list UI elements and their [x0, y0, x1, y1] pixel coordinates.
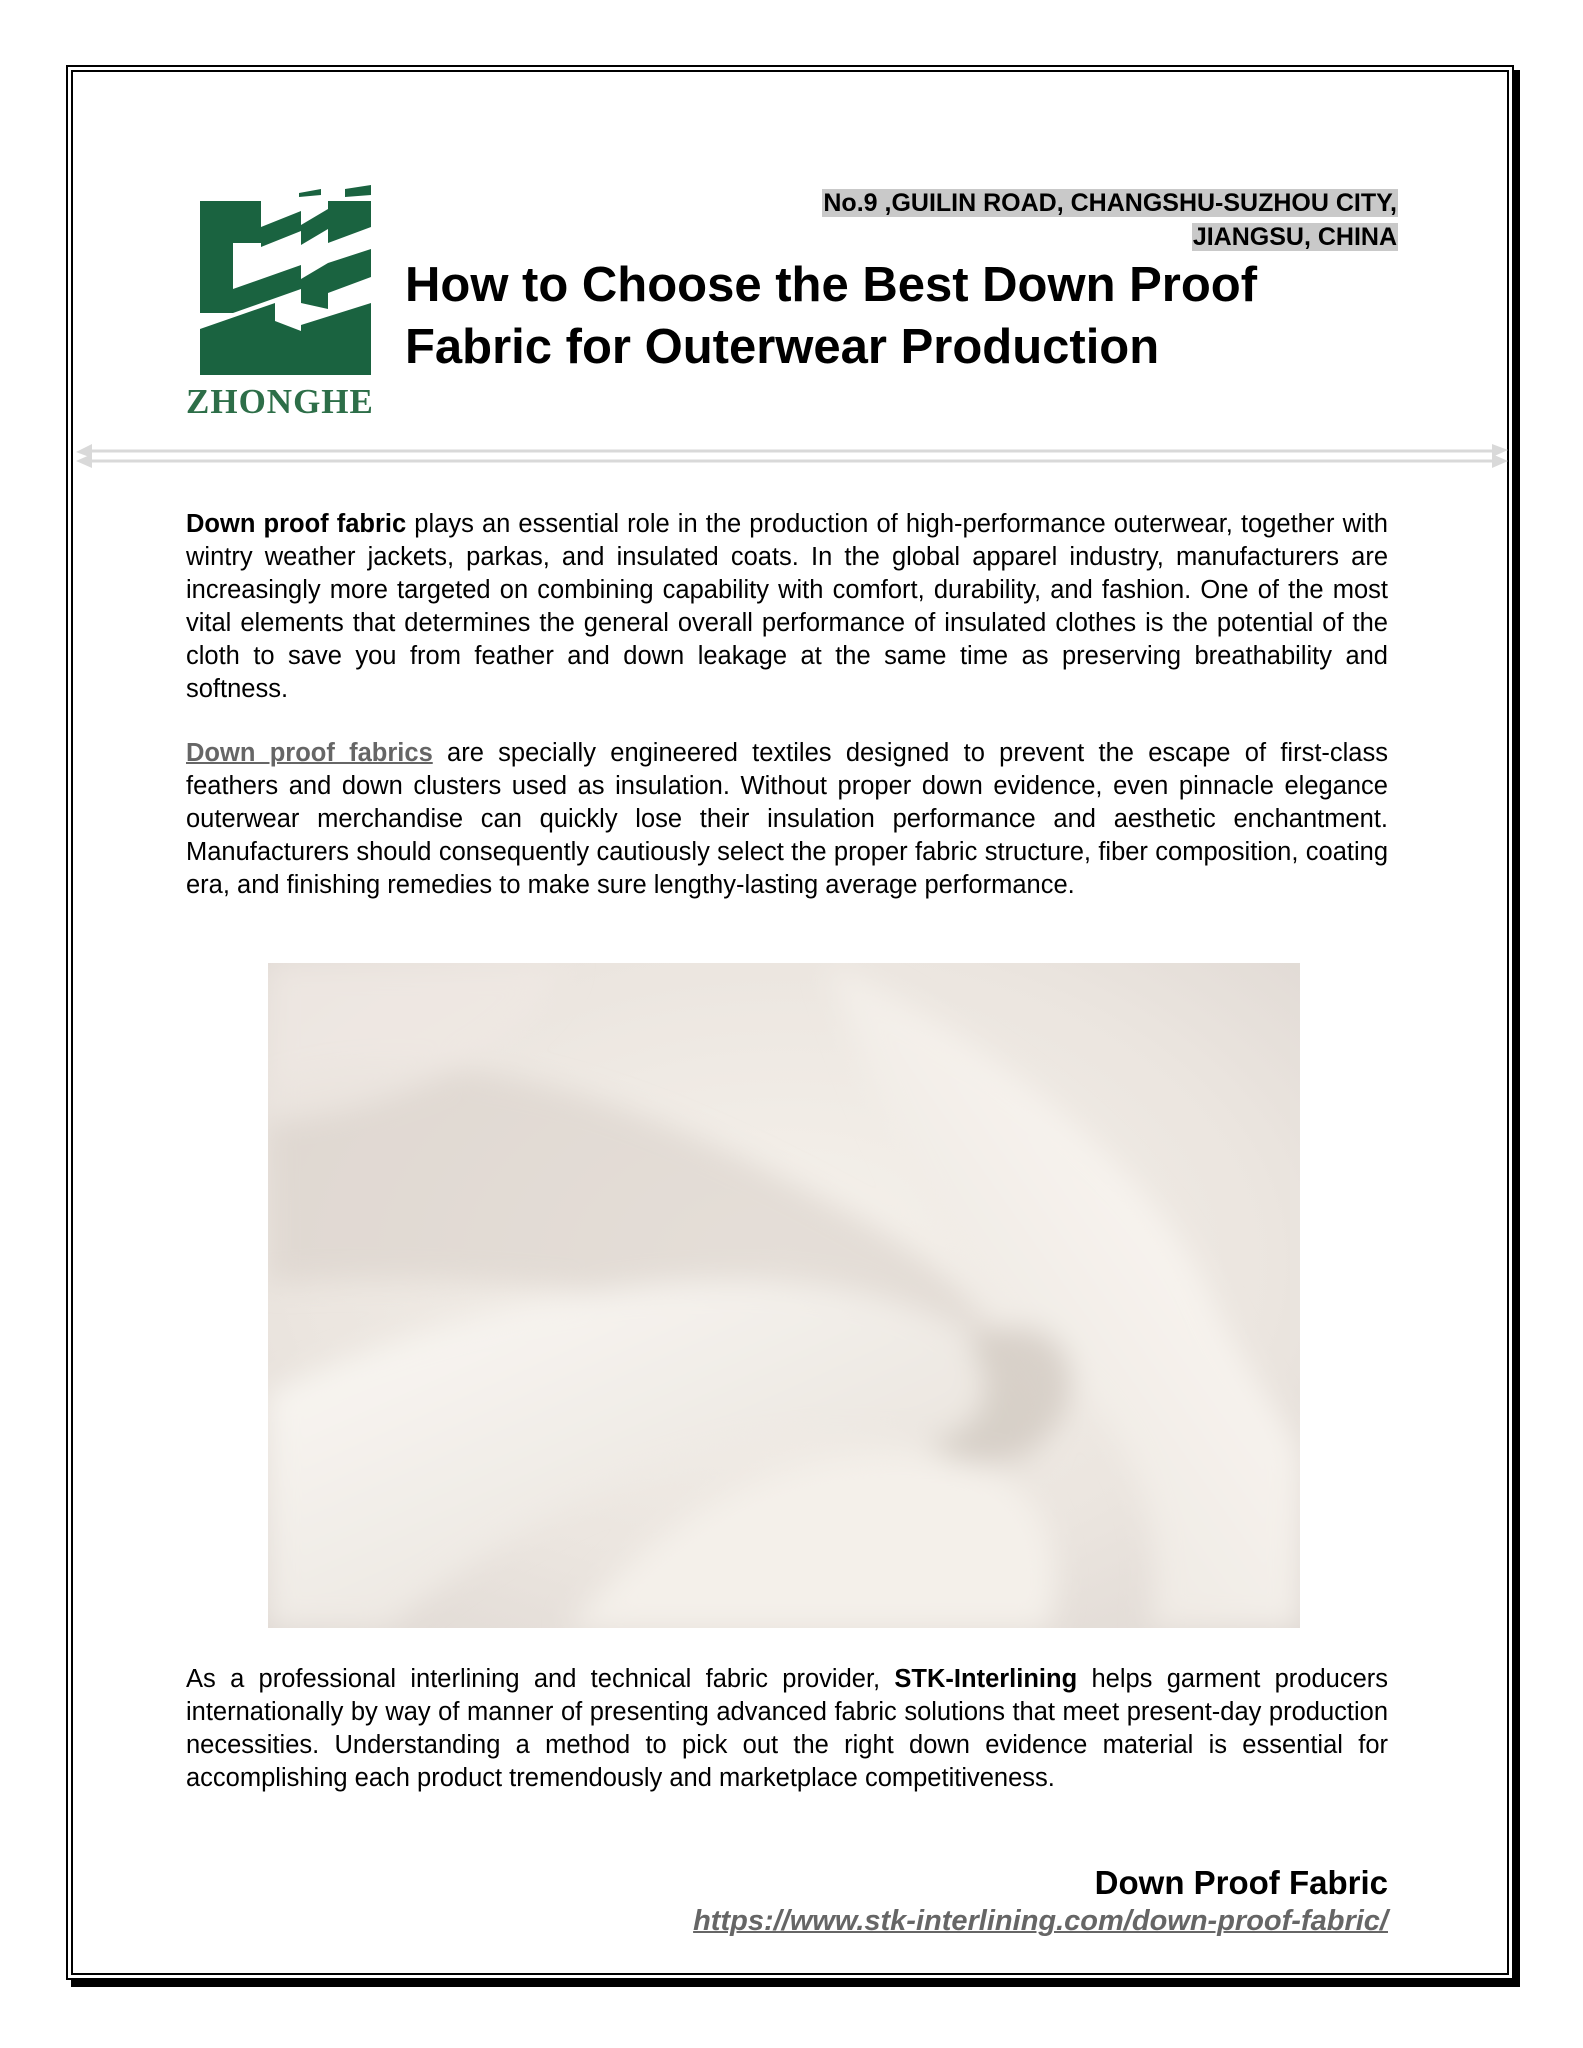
double-arrow-divider	[76, 444, 1508, 468]
fabric-photo	[268, 963, 1300, 1628]
footer-title: Down Proof Fabric	[1094, 1864, 1388, 1901]
intro-paragraph	[186, 508, 1388, 706]
logo-wordmark: ZHONGHE	[186, 382, 374, 421]
address-line-1: No.9 ,GUILIN ROAD, CHANGSHU-SUZHOU CITY,	[823, 189, 1397, 217]
intro-bold-lead: Down proof fabric	[186, 510, 407, 538]
page-title: How to Choose the Best Down Proof Fabric for Outerwear Production	[405, 258, 1258, 374]
provider-text-before: As a professional interlining and technical fabric provider,	[186, 1665, 895, 1693]
footer-url-link[interactable]: https://www.stk-interlining.com/down-proof-fabric/	[693, 1905, 1388, 1937]
definition-paragraph	[186, 737, 1388, 902]
address-line-2: JIANGSU, CHINA	[1192, 223, 1397, 251]
down-proof-fabrics-link[interactable]: Down proof fabrics	[186, 739, 433, 767]
provider-brand-name: STK-Interlining	[894, 1665, 1078, 1693]
intro-text: plays an essential role in the production of high-performance outerwear, together with wintry weather jackets, parkas, and insulated coats. In the global apparel industry, manufacturers are increasingly more targeted on combining capability with comfort, durability, and fashion. One of the most vital elements that determines the general overall performance of insulated clothes is the potential of the cloth to save you from feather and down leakage at the same time as preserving breathability and softness.	[186, 510, 1388, 703]
arrow-right-icon	[1492, 454, 1508, 468]
page-border-shadow-bottom	[71, 1980, 1520, 1987]
zhonghe-logo-icon	[193, 185, 378, 380]
swirled-fabric-image	[268, 963, 1300, 1628]
provider-text-after: helps garment producers internationally by way of manner of presenting advanced fabric solutions that meet present-day production necessities. Understanding a method to pick out the right down evidence material is essential for accomplishing each product tremendously and marketplace competitiveness.	[186, 1665, 1388, 1792]
page-border-shadow-right	[1514, 70, 1520, 1987]
provider-paragraph	[186, 1663, 1388, 1795]
definition-text: are specially engineered textiles designed to prevent the escape of first-class feathers and down clusters used as insulation. Without proper down evidence, even pinnacle elegance outerwear merchandise can quickly lose their insulation performance and aesthetic enchantment. Manufacturers should consequently cautiously select the proper fabric structure, fiber composition, coating era, and finishing remedies to make sure lengthy-lasting average performance.	[186, 739, 1388, 899]
company-address	[822, 186, 1398, 254]
arrow-right-icon	[1492, 444, 1508, 457]
arrow-left-icon	[76, 454, 92, 468]
